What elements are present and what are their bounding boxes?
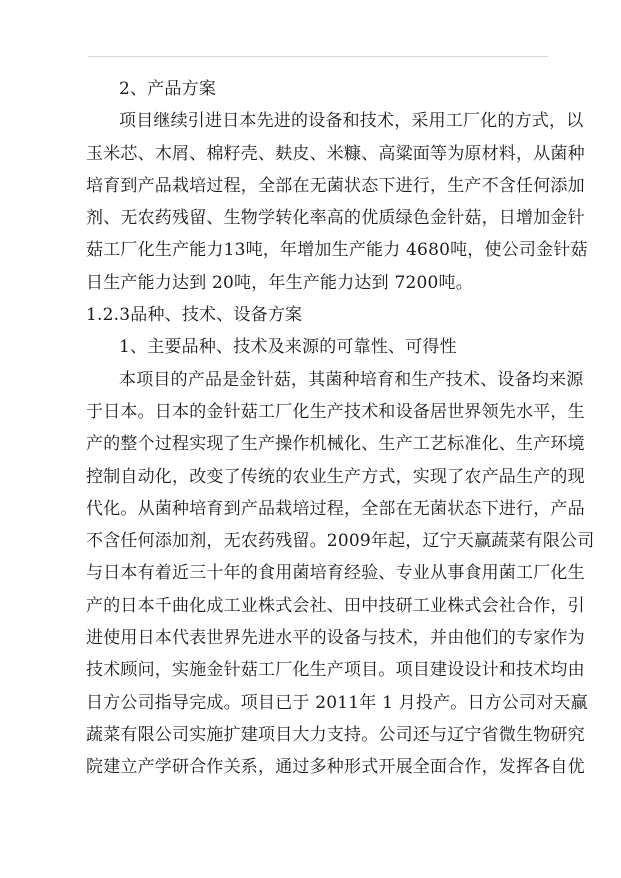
- paragraph-line: 日方公司指导完成。项目已于 2011年 1 月投产。日方公司对天赢: [86, 692, 588, 713]
- paragraph-line: 产的日本千曲化成工业株式会社、田中技研工业株式会社合作，引: [86, 595, 585, 616]
- paragraph-line: 技术顾问，实施金针菇工厂化生产项目。项目建设设计和技术均由: [86, 660, 585, 681]
- header-rule: [88, 56, 548, 57]
- paragraph-line: 日生产能力达到 20吨，年生产能力达到 7200吨。: [86, 272, 473, 293]
- section-heading: 2、产品方案: [119, 79, 217, 99]
- paragraph-line: 项目继续引进日本先进的设备和技术，采用工厂化的方式，以: [119, 111, 584, 132]
- paragraph-line: 蔬菜有限公司实施扩建项目大力支持。公司还与辽宁省微生物研究: [86, 724, 585, 745]
- paragraph-line: 菇工厂化生产能力13吨，年增加生产能力 4680吨，使公司金针菇: [86, 240, 588, 261]
- document-body: [86, 73, 595, 784]
- paragraph-line: 代化。从菌种培育到产品栽培过程，全部在无菌状态下进行，产品: [86, 498, 585, 519]
- paragraph-line: 产的整个过程实现了生产操作机械化、生产工艺标准化、生产环境: [86, 434, 585, 455]
- paragraph-line: 玉米芯、木屑、棉籽壳、麸皮、米糠、高粱面等为原材料，从菌种: [86, 143, 585, 164]
- paragraph-product-plan: [86, 105, 588, 299]
- item-heading: 1、主要品种、技术及来源的可靠性、可得性: [119, 337, 457, 358]
- subsection-heading: 1.2.3品种、技术、设备方案: [86, 305, 303, 326]
- paragraph-line: 于日本。日本的金针菇工厂化生产技术和设备居世界领先水平，生: [86, 401, 585, 422]
- paragraph-line: 本项目的产品是金针菇，其菌种培育和生产技术、设备均来源: [119, 369, 584, 390]
- paragraph-line: 进使用日本代表世界先进水平的设备与技术，并由他们的专家作为: [86, 628, 585, 649]
- paragraph-line: 培育到产品栽培过程，全部在无菌状态下进行，生产不含任何添加: [86, 175, 585, 196]
- paragraph-line: 控制自动化，改变了传统的农业生产方式，实现了农产品生产的现: [86, 466, 585, 487]
- paragraph-line: 剂、无农药残留、生物学转化率高的优质绿色金针菇，日增加金针: [86, 208, 585, 229]
- paragraph-line: 与日本有着近三十年的食用菌培育经验、专业从事食用菌工厂化生: [86, 563, 585, 584]
- paragraph-technology-source: [86, 364, 595, 784]
- paragraph-line: 不含任何添加剂，无农药残留。2009年起，辽宁天赢蔬菜有限公司: [86, 531, 595, 552]
- paragraph-line: 院建立产学研合作关系，通过多种形式开展全面合作，发挥各自优: [86, 757, 585, 778]
